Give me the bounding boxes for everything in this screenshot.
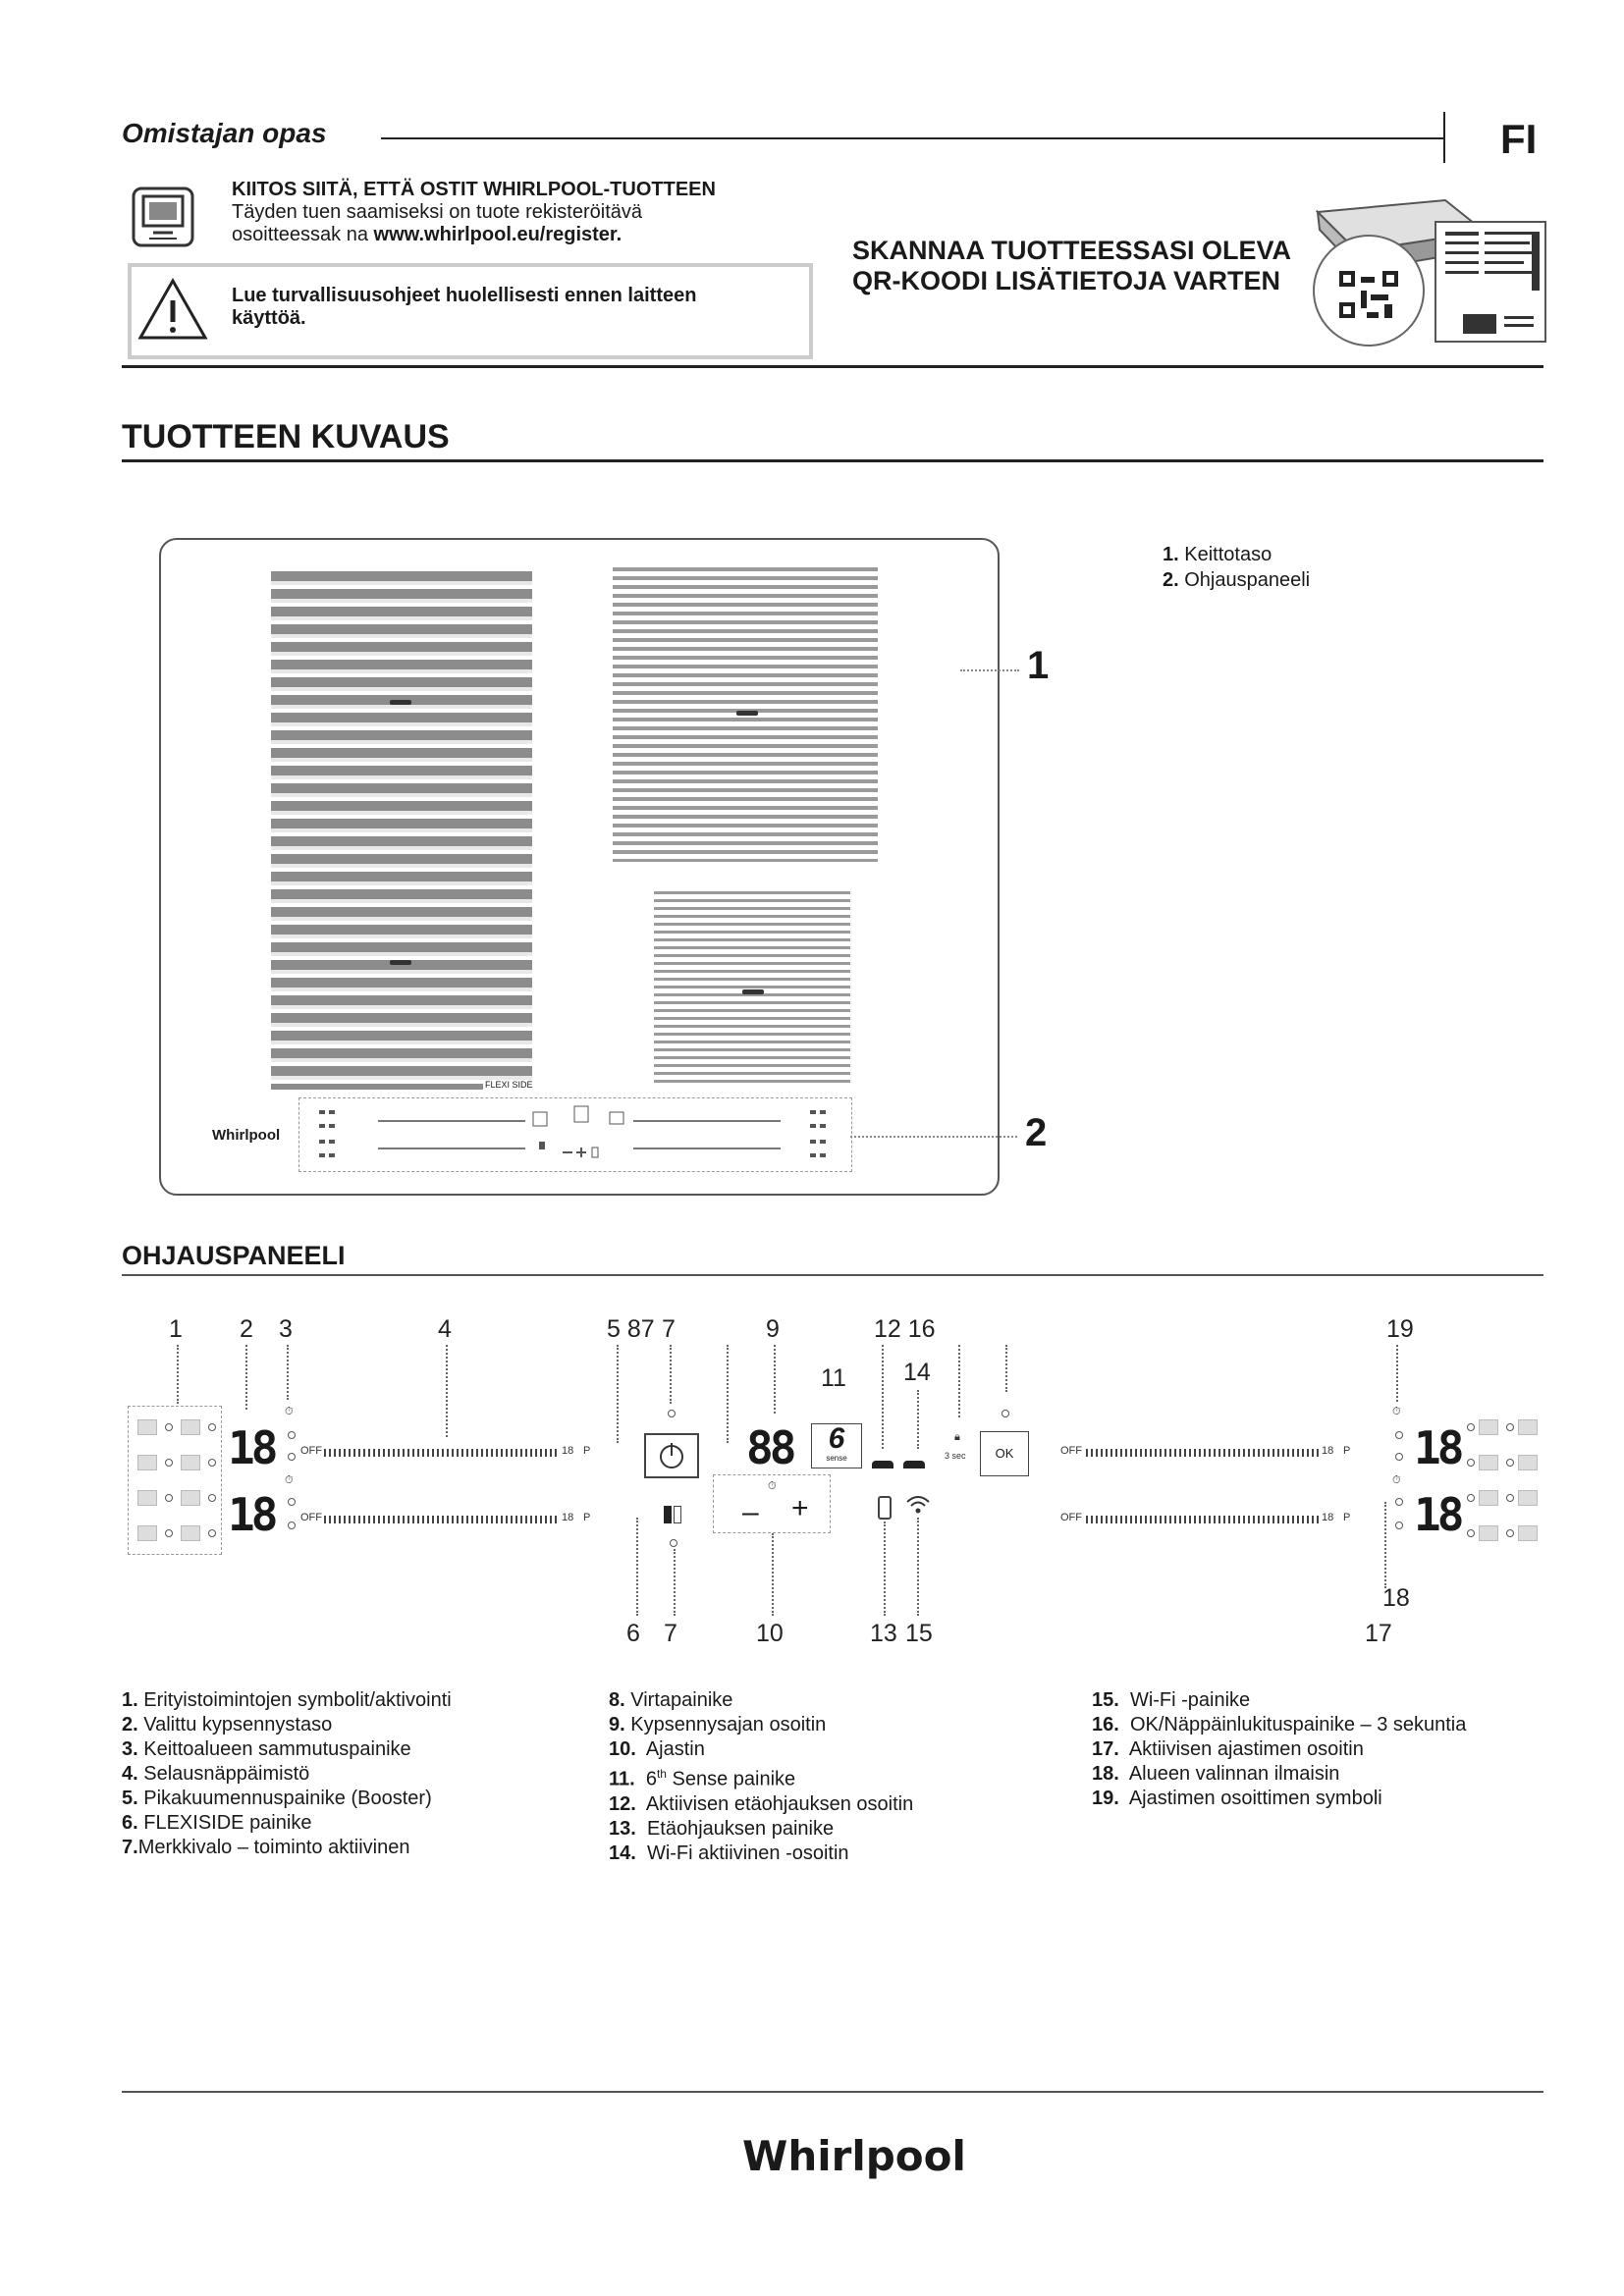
legend-item: 9. Kypsennysajan osoitin xyxy=(609,1714,827,1735)
cp-label-10: 10 xyxy=(756,1620,784,1647)
leader xyxy=(1384,1502,1386,1588)
function-symbol[interactable] xyxy=(181,1490,200,1506)
sixth-sense-label: sense xyxy=(826,1454,847,1463)
header-bottom-rule xyxy=(122,365,1543,368)
function-symbol[interactable] xyxy=(181,1525,200,1541)
function-led xyxy=(1467,1423,1475,1431)
warning-line-2: käyttöä. xyxy=(232,307,306,329)
function-led xyxy=(1467,1529,1475,1537)
product-legend-item: 2. Ohjauspaneeli xyxy=(1163,569,1311,591)
header-divider xyxy=(1443,112,1445,163)
leader xyxy=(1005,1345,1007,1392)
function-led xyxy=(1506,1494,1514,1502)
slider-off-label[interactable]: OFF xyxy=(300,1445,322,1457)
leader xyxy=(1396,1345,1398,1402)
wifi-icon[interactable] xyxy=(905,1494,931,1516)
leader xyxy=(917,1390,919,1449)
function-led xyxy=(1506,1459,1514,1467)
scan-line-2: QR-KOODI LISÄTIETOJA VARTEN xyxy=(852,266,1281,295)
function-symbol[interactable] xyxy=(1479,1490,1498,1506)
callout-leader-2 xyxy=(850,1136,1017,1138)
leader xyxy=(884,1522,886,1616)
slider-off-label[interactable]: OFF xyxy=(1060,1445,1082,1457)
function-symbol[interactable] xyxy=(137,1490,157,1506)
active-led xyxy=(670,1539,677,1547)
legend-item: 12. Aktiivisen etäohjauksen osoitin xyxy=(609,1792,914,1815)
cooking-zone-small xyxy=(654,891,850,1084)
function-symbol[interactable] xyxy=(137,1455,157,1470)
power-icon xyxy=(646,1435,697,1476)
cp-label-3: 3 xyxy=(279,1315,293,1343)
legend-column-1 xyxy=(122,1688,452,1860)
thanks-line-2: osoitteessak na xyxy=(232,224,374,245)
zone-off-led xyxy=(1395,1431,1403,1439)
leader xyxy=(287,1345,289,1400)
legend-column-2 xyxy=(609,1688,913,1866)
zone-off-led xyxy=(288,1498,296,1506)
power-button[interactable] xyxy=(644,1433,699,1478)
function-symbol[interactable] xyxy=(1518,1455,1538,1470)
function-led xyxy=(1506,1529,1514,1537)
function-symbol[interactable] xyxy=(1479,1455,1498,1470)
leader xyxy=(917,1518,919,1616)
product-legend-item: 1. Keittotaso xyxy=(1163,544,1272,565)
legend-item: 3. Keittoalueen sammutuspainike xyxy=(122,1738,411,1760)
thanks-title: KIITOS SIITÄ, ETTÄ OSTIT WHIRLPOOL-TUOTTEEN xyxy=(232,179,716,200)
section-title-product: TUOTTEEN KUVAUS xyxy=(122,418,450,455)
power-level-display: 18 xyxy=(228,1488,275,1541)
wifi-active-indicator xyxy=(903,1461,925,1468)
cp-label-2: 2 xyxy=(240,1315,253,1343)
lock-time-label: 3 sec xyxy=(945,1451,966,1461)
flexiside-icon xyxy=(674,1506,681,1523)
function-led xyxy=(165,1459,173,1467)
cooking-zone-flexi xyxy=(271,571,532,1090)
power-level-display: 18 xyxy=(1414,1421,1461,1474)
leader xyxy=(774,1345,776,1414)
function-led xyxy=(208,1529,216,1537)
cp-label-7-bottom: 7 xyxy=(664,1620,677,1647)
header-rule xyxy=(381,137,1443,139)
product-legend xyxy=(1163,542,1310,593)
cp-label-5-8-7: 5 87 xyxy=(607,1315,655,1343)
legend-item: 11. 6th Sense painike xyxy=(609,1767,796,1790)
leader xyxy=(177,1345,179,1404)
cp-label-1: 1 xyxy=(169,1315,183,1343)
guide-title: Omistajan opas xyxy=(122,118,327,148)
cp-label-9: 9 xyxy=(766,1315,780,1343)
function-led xyxy=(208,1423,216,1431)
function-led xyxy=(1467,1459,1475,1467)
legend-item: 18. Alueen valinnan ilmaisin xyxy=(1092,1763,1340,1785)
register-url[interactable]: www.whirlpool.eu/register. xyxy=(373,224,623,245)
zone-off-led xyxy=(1395,1498,1403,1506)
safety-warning-text xyxy=(232,285,782,330)
zone-off-led xyxy=(288,1431,296,1439)
function-led xyxy=(208,1494,216,1502)
leader xyxy=(958,1345,960,1417)
zone-marker xyxy=(742,989,764,994)
legend-item: 10. Ajastin xyxy=(609,1738,705,1760)
cp-label-17: 17 xyxy=(1365,1620,1392,1647)
callout-1: 1 xyxy=(1027,644,1050,687)
legend-item: 4. Selausnäppäimistö xyxy=(122,1763,310,1785)
booster-label[interactable]: P xyxy=(583,1512,591,1523)
power-level-display: 18 xyxy=(228,1421,275,1474)
legend-item: 7.Merkkivalo – toiminto aktiivinen xyxy=(122,1837,410,1858)
thanks-line-1: Täyden tuen saamiseksi on tuote rekisteröitävä xyxy=(232,201,642,223)
timer-indicator-icon: ⏱ xyxy=(285,1406,294,1417)
leader xyxy=(446,1345,448,1437)
flexi-side-label: FLEXI SIDE xyxy=(485,1080,533,1090)
legend-item: 15. Wi-Fi -painike xyxy=(1092,1689,1251,1711)
legend-item: 8. Virtapainike xyxy=(609,1689,733,1711)
cooking-time-display: 88 xyxy=(746,1421,793,1474)
scan-qr-text xyxy=(852,236,1291,296)
language-code: FI xyxy=(1500,116,1538,162)
leader xyxy=(772,1533,774,1616)
hob-control-strip-icons xyxy=(299,1098,851,1171)
function-symbol[interactable] xyxy=(137,1419,157,1435)
lock-icon: 🔒︎ xyxy=(954,1431,960,1443)
sixth-sense-button[interactable] xyxy=(811,1423,862,1468)
zone-off-led xyxy=(1395,1522,1403,1529)
active-led xyxy=(668,1410,676,1417)
timer-icon: ⏱ xyxy=(768,1480,777,1492)
function-led xyxy=(165,1423,173,1431)
warning-line-1: Lue turvallisuusohjeet huolellisesti ennen laitteen xyxy=(232,285,697,306)
leader xyxy=(617,1345,619,1443)
cp-label-13: 13 xyxy=(870,1620,897,1647)
remote-active-indicator xyxy=(872,1461,893,1468)
function-symbol[interactable] xyxy=(1518,1419,1538,1435)
zone-marker xyxy=(390,960,411,965)
leader xyxy=(882,1345,884,1449)
footer-rule xyxy=(122,2091,1543,2093)
timer-indicator-icon: ⏱ xyxy=(1392,1474,1401,1486)
cp-label-6: 6 xyxy=(626,1620,640,1647)
flexiside-icon[interactable] xyxy=(664,1506,672,1523)
monitor-icon xyxy=(132,187,194,247)
cp-label-14: 14 xyxy=(903,1359,931,1386)
legend-column-3 xyxy=(1092,1688,1466,1811)
active-led xyxy=(1001,1410,1009,1417)
leader xyxy=(636,1518,638,1616)
section-rule xyxy=(122,459,1543,462)
slider-max-label: 18 xyxy=(1322,1512,1334,1523)
zone-marker xyxy=(736,711,758,716)
function-symbol[interactable] xyxy=(1518,1490,1538,1506)
timer-minus-button[interactable]: – xyxy=(742,1496,759,1528)
cp-label-12-16: 12 16 xyxy=(874,1315,936,1343)
function-symbol[interactable] xyxy=(1479,1525,1498,1541)
leader xyxy=(727,1345,729,1443)
callout-2: 2 xyxy=(1025,1111,1048,1154)
function-led xyxy=(165,1494,173,1502)
leader xyxy=(674,1549,676,1616)
timer-plus-button[interactable]: + xyxy=(791,1492,809,1524)
slider-off-label[interactable]: OFF xyxy=(300,1512,322,1523)
scan-line-1: SKANNAA TUOTTEESSASI OLEVA xyxy=(852,236,1292,265)
cp-label-15: 15 xyxy=(905,1620,933,1647)
power-slider[interactable] xyxy=(1086,1449,1322,1457)
warning-triangle-icon xyxy=(137,277,208,342)
function-symbol[interactable] xyxy=(181,1419,200,1435)
booster-label[interactable]: P xyxy=(1343,1445,1351,1457)
cp-label-18: 18 xyxy=(1382,1584,1410,1612)
qr-label-illustration xyxy=(1288,192,1549,349)
leader xyxy=(245,1345,247,1410)
timer-indicator-icon: ⏱ xyxy=(285,1474,294,1486)
function-symbol[interactable] xyxy=(181,1455,200,1470)
zone-marker xyxy=(390,700,411,705)
legend-item: 16. OK/Näppäinlukituspainike – 3 sekuntia xyxy=(1092,1714,1467,1735)
power-slider[interactable] xyxy=(324,1516,560,1523)
legend-item: 14. Wi-Fi aktiivinen -osoitin xyxy=(609,1842,849,1864)
cp-label-19: 19 xyxy=(1386,1315,1414,1343)
power-slider[interactable] xyxy=(1086,1516,1322,1523)
function-led xyxy=(208,1459,216,1467)
zone-off-led xyxy=(288,1522,296,1529)
cp-label-11: 11 xyxy=(821,1364,846,1392)
brand-logo: Whirlpool xyxy=(742,2132,966,2180)
zone-off-led xyxy=(288,1453,296,1461)
legend-item: 17. Aktiivisen ajastimen osoitin xyxy=(1092,1738,1364,1760)
power-slider[interactable] xyxy=(324,1449,560,1457)
legend-item: 13. Etäohjauksen painike xyxy=(609,1817,835,1840)
sixth-sense-digit: 6 xyxy=(828,1422,845,1455)
hob-control-strip xyxy=(298,1097,852,1172)
legend-item: 19. Ajastimen osoittimen symboli xyxy=(1092,1788,1382,1809)
remote-control-icon[interactable] xyxy=(878,1496,892,1520)
legend-item: 5. Pikakuumennuspainike (Booster) xyxy=(122,1788,432,1809)
timer-indicator-icon: ⏱ xyxy=(1392,1406,1401,1417)
legend-item: 6. FLEXISIDE painike xyxy=(122,1812,312,1834)
slider-off-label[interactable]: OFF xyxy=(1060,1512,1082,1523)
function-symbol[interactable] xyxy=(137,1525,157,1541)
callout-leader-1 xyxy=(960,669,1019,671)
zone-off-led xyxy=(1395,1453,1403,1461)
registration-note xyxy=(232,179,716,246)
cp-label-4: 4 xyxy=(438,1315,452,1343)
hob-brand-logo: Whirlpool xyxy=(212,1127,281,1144)
leader xyxy=(670,1345,672,1404)
section-title-control-panel: OHJAUSPANEELI xyxy=(122,1241,346,1270)
legend-item: 1. Erityistoimintojen symbolit/aktivointi xyxy=(122,1689,452,1711)
function-symbol[interactable] xyxy=(1479,1419,1498,1435)
function-led xyxy=(1467,1494,1475,1502)
function-led xyxy=(1506,1423,1514,1431)
function-symbol[interactable] xyxy=(1518,1525,1538,1541)
slider-max-label: 18 xyxy=(1322,1445,1334,1457)
booster-label[interactable]: P xyxy=(1343,1512,1351,1523)
function-led xyxy=(165,1529,173,1537)
ok-button[interactable]: OK xyxy=(980,1431,1029,1476)
power-level-display: 18 xyxy=(1414,1488,1461,1541)
section-rule xyxy=(122,1274,1543,1276)
booster-label[interactable]: P xyxy=(583,1445,591,1457)
slider-max-label: 18 xyxy=(562,1445,574,1457)
legend-item: 2. Valittu kypsennystaso xyxy=(122,1714,333,1735)
slider-max-label: 18 xyxy=(562,1512,574,1523)
cp-label-7: 7 xyxy=(662,1315,676,1343)
